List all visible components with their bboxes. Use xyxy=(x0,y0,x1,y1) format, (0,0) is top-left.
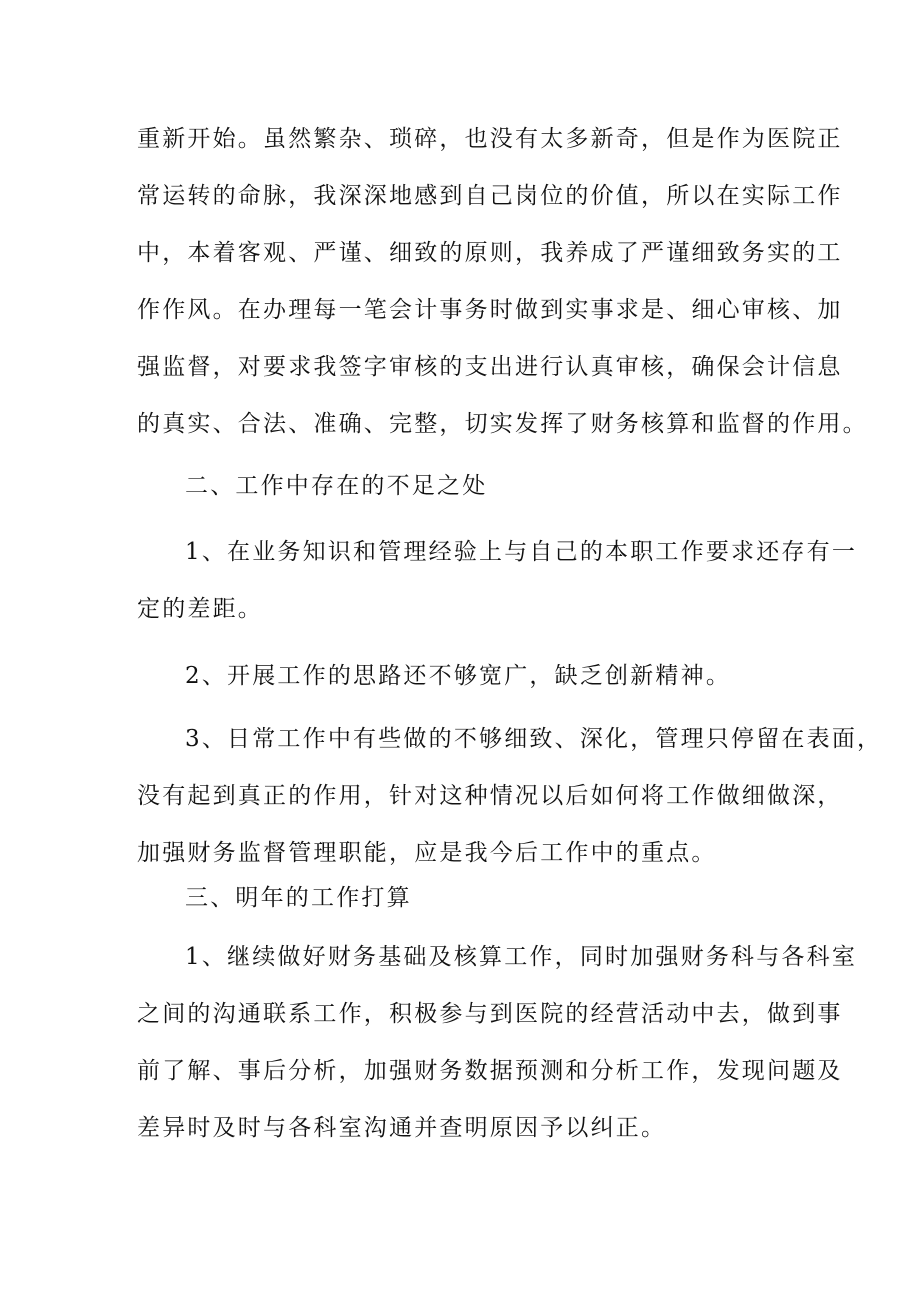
body-line: 没有起到真正的作用，针对这种情况以后如何将工作做细做深， xyxy=(137,783,843,809)
body-line: 加强财务监督管理职能，应是我今后工作中的重点。 xyxy=(137,840,717,866)
body-line: 差异时及时与各科室沟通并查明原因予以纠正。 xyxy=(137,1115,667,1141)
body-line: 之间的沟通联系工作，积极参与到医院的经营活动中去，做到事 xyxy=(137,1001,843,1027)
section-heading: 三、明年的工作打算 xyxy=(185,885,412,911)
body-line: 定的差距。 xyxy=(137,596,263,622)
body-line: 强监督，对要求我签字审核的支出进行认真审核，确保会计信息 xyxy=(137,354,843,380)
section-heading: 二、工作中存在的不足之处 xyxy=(185,473,488,499)
list-item-line: 2、开展工作的思路还不够宽广，缺乏创新精神。 xyxy=(185,663,732,689)
body-line: 作作风。在办理每一笔会计事务时做到实事求是、细心审核、加 xyxy=(137,297,843,323)
list-item-line: 1、在业务知识和管理经验上与自己的本职工作要求还存有一 xyxy=(185,539,858,565)
body-line: 重新开始。虽然繁杂、琐碎，也没有太多新奇，但是作为医院正 xyxy=(137,126,843,152)
body-line: 中，本着客观、严谨、细致的原则，我养成了严谨细致务实的工 xyxy=(137,240,843,266)
list-item-line: 3、日常工作中有些做的不够细致、深化，管理只停留在表面， xyxy=(185,726,883,752)
list-item-line: 1、继续做好财务基础及核算工作，同时加强财务科与各科室 xyxy=(185,944,858,970)
body-line: 前了解、事后分析，加强财务数据预测和分析工作，发现问题及 xyxy=(137,1058,843,1084)
body-line: 常运转的命脉，我深深地感到自己岗位的价值，所以在实际工作 xyxy=(137,183,843,209)
body-line: 的真实、合法、准确、完整，切实发挥了财务核算和监督的作用。 xyxy=(137,411,868,437)
